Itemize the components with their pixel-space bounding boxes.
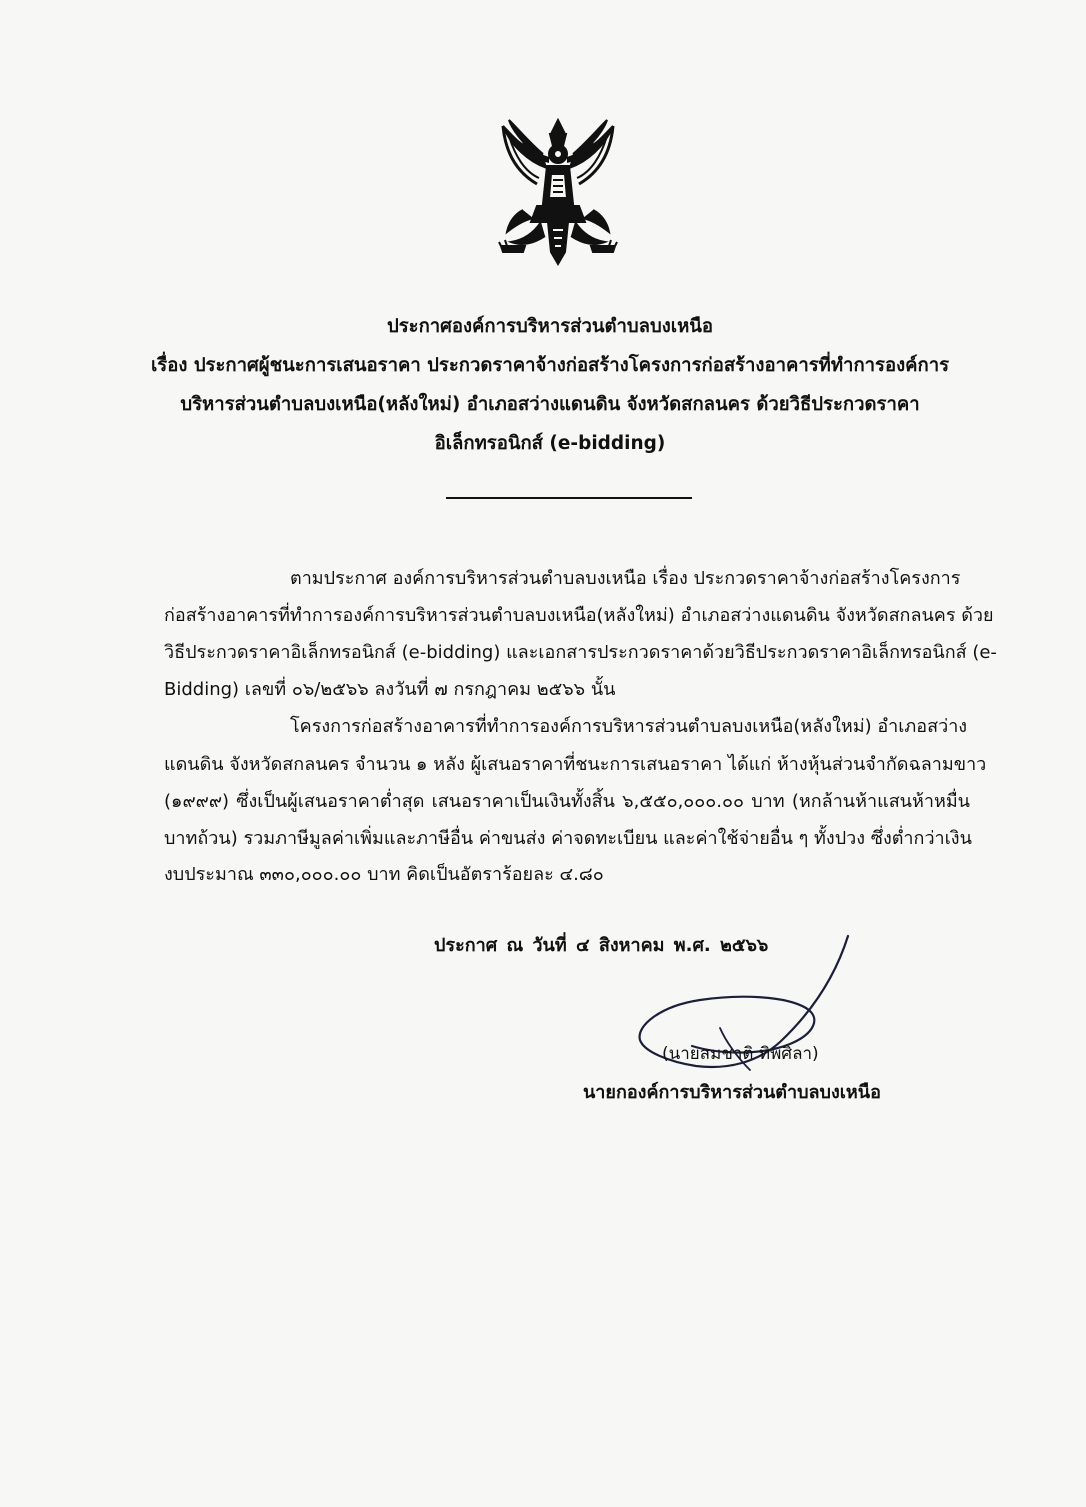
header-divider bbox=[446, 497, 692, 499]
subject-line-2: บริหารส่วนตำบลบงเหนือ(หลังใหม่) อำเภอสว่างแดนดิน จังหวัดสกลนคร ด้วยวิธีประกวดราคา bbox=[180, 394, 920, 415]
signer-title: นายกองค์การบริหารส่วนตำบลบงเหนือ bbox=[583, 1082, 881, 1103]
signer-name: (นายสมชาติ ทิพศิลา) bbox=[662, 1044, 819, 1064]
paragraph-2-line-2: แดนดิน จังหวัดสกลนคร จำนวน ๑ หลัง ผู้เสนอราคาที่ชนะการเสนอราคา ได้แก่ ห้างหุ้นส่วนจำกัดฉลามขาว bbox=[164, 754, 987, 775]
paragraph-2-line-4: บาทถ้วน) รวมภาษีมูลค่าเพิ่มและภาษีอื่น ค่าขนส่ง ค่าจดทะเบียน และค่าใช้จ่ายอื่น ๆ ทั้งปวง ซึ่งต่ำกว่าเงิน bbox=[164, 828, 972, 849]
paragraph-2-line-5: งบประมาณ ๓๓๐,๐๐๐.๐๐ บาท คิดเป็นอัตราร้อยละ ๔.๘๐ bbox=[164, 864, 604, 885]
paragraph-1-line-4: Bidding) เลขที่ ๐๖/๒๕๖๖ ลงวันที่ ๗ กรกฎาคม ๒๕๖๖ นั้น bbox=[164, 679, 616, 700]
garuda-emblem-icon bbox=[493, 118, 623, 268]
announcement-title: ประกาศองค์การบริหารส่วนตำบลบงเหนือ bbox=[386, 316, 714, 337]
paragraph-2-line-1: โครงการก่อสร้างอาคารที่ทำการองค์การบริหารส่วนตำบลบงเหนือ(หลังใหม่) อำเภอสว่าง bbox=[290, 716, 968, 737]
paragraph-1-line-1: ตามประกาศ องค์การบริหารส่วนตำบลบงเหนือ เรื่อง ประกวดราคาจ้างก่อสร้างโครงการ bbox=[290, 568, 961, 589]
paragraph-1-line-3: วิธีประกวดราคาอิเล็กทรอนิกส์ (e-bidding) และเอกสารประกวดราคาด้วยวิธีประกวดราคาอิเล็กทรอนิกส์ (e- bbox=[164, 642, 997, 663]
paragraph-2-line-3: (๑๙๙๙) ซึ่งเป็นผู้เสนอราคาต่ำสุด เสนอราคาเป็นเงินทั้งสิ้น ๖,๕๕๐,๐๐๐.๐๐ บาท (หกล้านห้าแสนห้าหมื่น bbox=[164, 791, 970, 812]
announcement-date: ประกาศ ณ วันที่ ๔ สิงหาคม พ.ศ. ๒๕๖๖ bbox=[434, 935, 769, 956]
subject-line-3: อิเล็กทรอนิกส์ (e-bidding) bbox=[434, 433, 666, 454]
announcement-header bbox=[150, 307, 950, 463]
subject-line-1: เรื่อง ประกาศผู้ชนะการเสนอราคา ประกวดราคาจ้างก่อสร้างโครงการก่อสร้างอาคารที่ทำการองค์การ bbox=[150, 355, 950, 376]
paragraph-1-line-2: ก่อสร้างอาคารที่ทำการองค์การบริหารส่วนตำบลบงเหนือ(หลังใหม่) อำเภอสว่างแดนดิน จังหวัดสกลนคร ด้วย bbox=[164, 605, 994, 626]
